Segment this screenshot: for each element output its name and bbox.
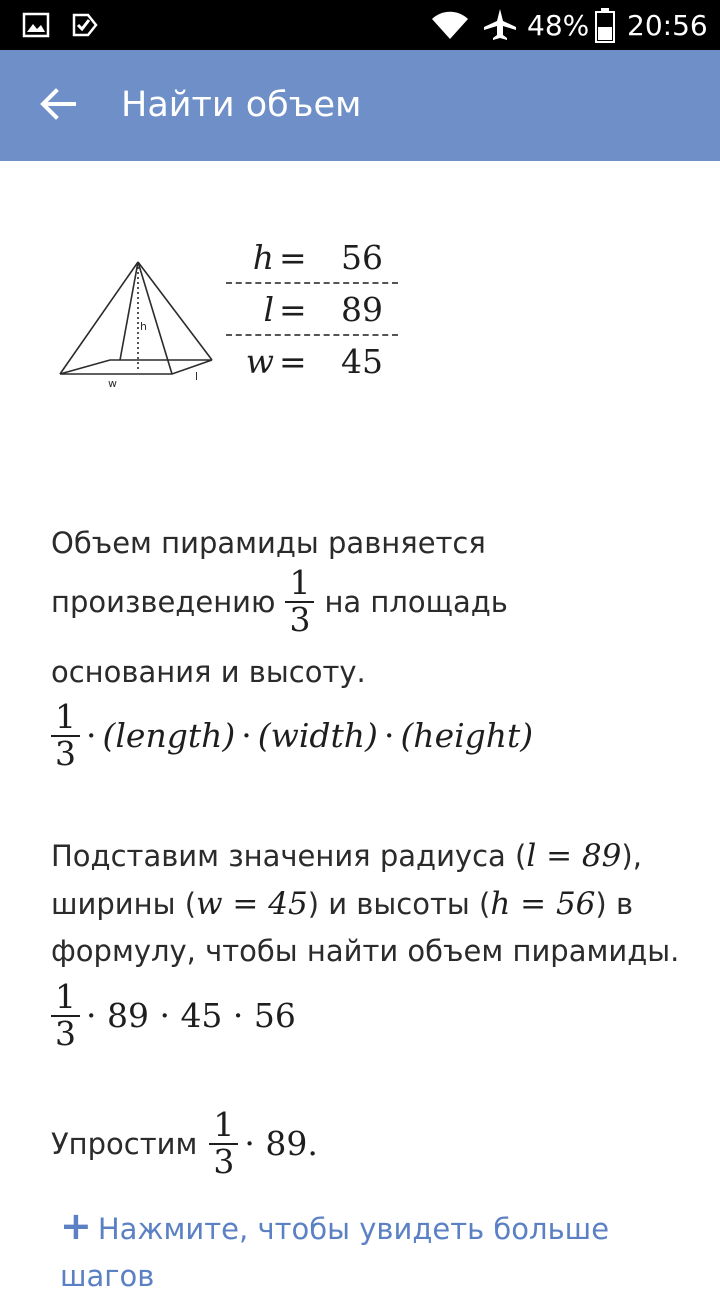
substitution-line-3: формулу, чтобы найти объем пирамиды. (51, 934, 680, 968)
substitution-line-1: Подставим значения радиуса (l = 89), (51, 838, 642, 874)
product-fraction: $\frac{1}{3}$ (51, 980, 80, 1051)
pyramid-width-label: w (108, 377, 117, 390)
dimensions-table (226, 232, 398, 386)
page-title: Найти объем (121, 85, 362, 125)
plus-icon: + (60, 1204, 92, 1248)
simplify-line: Упростим $\frac{1}{3}$ · 89. (51, 1105, 318, 1181)
pyramid-height-label: h (140, 320, 147, 333)
dimension-row-width: w = 45 (245, 342, 383, 381)
simplify-fraction: $\frac{1}{3}$ (209, 1108, 238, 1179)
dimension-row-height: h = 56 (226, 232, 398, 284)
app-bar (0, 50, 720, 161)
battery-percent: 48% (527, 8, 590, 42)
battery-icon (594, 0, 616, 50)
product-expression: $\frac{1}{3}$ · 89 · 45 · 56 (51, 980, 296, 1051)
wifi-icon (430, 0, 470, 50)
intro-line-1: Объем пирамиды равняется (51, 526, 486, 560)
pyramid-length-label: l (195, 370, 199, 383)
gallery-icon (22, 0, 50, 50)
arrow-left-icon (40, 88, 76, 124)
clock: 20:56 (627, 8, 708, 42)
check-notification-icon (70, 0, 100, 50)
pyramid-diagram (50, 252, 225, 397)
airplane-mode-icon (482, 0, 518, 50)
show-more-steps-link[interactable]: + Нажмите, чтобы увидеть больше шагов (60, 1204, 610, 1293)
intro-line-3: основания и высоту. (51, 655, 366, 689)
intro-line-2: произведению $\frac{1}{3}$ на площадь (51, 563, 508, 639)
back-button[interactable] (30, 78, 86, 134)
substitution-line-2: ширины (w = 45) и высоты (h = 56) в (51, 886, 634, 922)
one-third-fraction: $\frac{1}{3}$ (285, 566, 314, 637)
status-bar (0, 0, 720, 50)
volume-formula: $\frac{1}{3}$ · (length) · (width) · (height) (51, 700, 533, 771)
dimension-row-length: l = 89 (226, 284, 398, 336)
formula-fraction: $\frac{1}{3}$ (51, 700, 80, 771)
